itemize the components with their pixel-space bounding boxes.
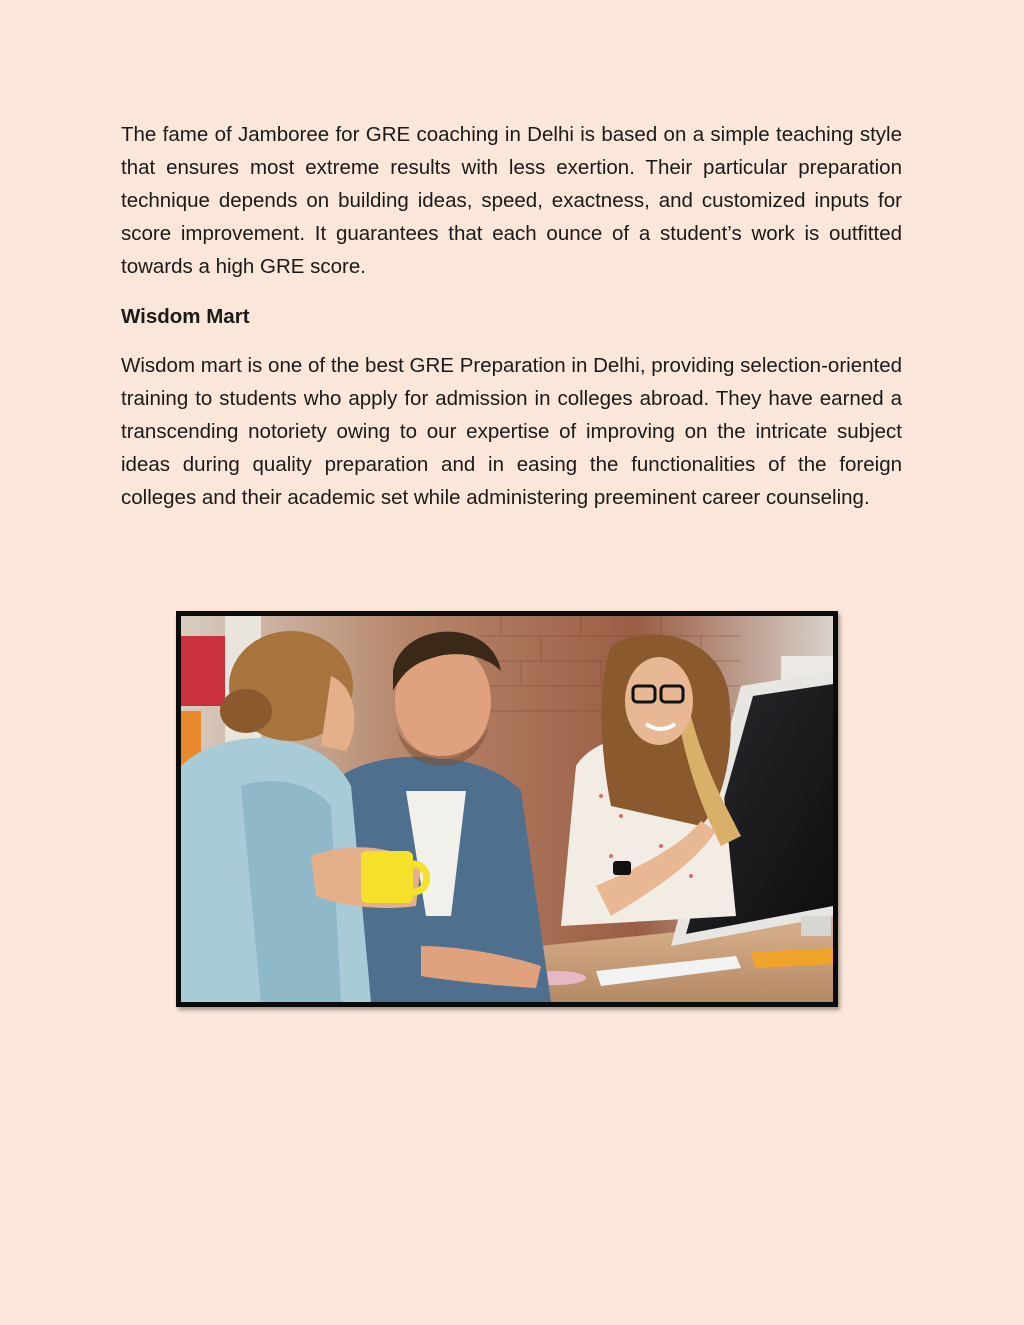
- students-illustration: [181, 616, 833, 1002]
- paragraph-jamboree: The fame of Jamboree for GRE coaching in Delhi is based on a simple teaching style that ensures most extreme results with less exertion. Their particular preparation technique depends on building ideas, speed, exactness, and customized inputs for score improvement. It guarantees that each ounce of a student’s work is outfitted towards a high GRE score.: [121, 123, 902, 278]
- students-photo: [181, 616, 833, 1002]
- wristwatch: [613, 861, 631, 875]
- paragraph-wisdom-mart: Wisdom mart is one of the best GRE Preparation in Delhi, providing selection-oriented training to students who apply for admission in colleges abroad. They have earned a transcending notoriety owing to our expertise of improving on the intricate subject ideas during quality preparation and in easing the functionalities of the foreign colleges and their academic set while administering preeminent career counseling.: [121, 354, 902, 509]
- yellow-mug: [361, 851, 413, 903]
- hair-bun: [220, 689, 272, 733]
- section-heading-wisdom-mart: Wisdom Mart: [121, 305, 250, 328]
- photo-frame: [176, 611, 838, 1007]
- red-poster: [181, 636, 225, 706]
